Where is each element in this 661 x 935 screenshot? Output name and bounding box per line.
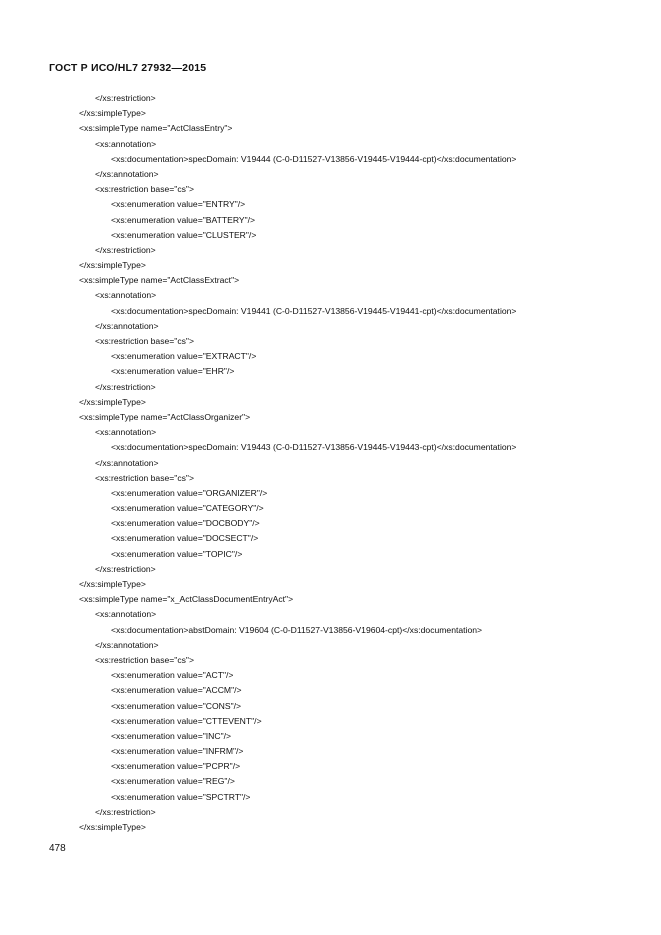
code-line: <xs:enumeration value="ORGANIZER"/> — [111, 487, 268, 498]
code-line: <xs:enumeration value="CTTEVENT"/> — [111, 715, 262, 726]
code-line: </xs:restriction> — [95, 381, 156, 392]
code-line: <xs:simpleType name="ActClassEntry"> — [79, 123, 233, 134]
code-line: <xs:restriction base="cs"> — [95, 336, 195, 346]
code-line: <xs:enumeration value="CONS"/> — [111, 700, 242, 711]
code-line: <xs:enumeration value="SPCTRT"/> — [111, 791, 251, 802]
code-line: <xs:enumeration value="CATEGORY"/> — [111, 503, 264, 514]
code-line: <xs:enumeration value="INFRM"/> — [111, 746, 244, 757]
code-line: <xs:enumeration value="ENTRY"/> — [111, 199, 246, 210]
code-line: <xs:enumeration value="REG"/> — [111, 776, 235, 787]
code-line: </xs:simpleType> — [79, 260, 146, 271]
code-line: </xs:restriction> — [95, 806, 156, 817]
code-line: <xs:enumeration value="INC"/> — [111, 730, 232, 741]
document-header: ГОСТ Р ИСО/HL7 27932—2015 — [49, 62, 207, 74]
code-line: </xs:annotation> — [95, 639, 159, 650]
code-line: <xs:enumeration value="DOCBODY"/> — [111, 518, 260, 529]
code-line: <xs:enumeration value="EXTRACT"/> — [111, 351, 257, 362]
code-line: <xs:simpleType name="ActClassOrganizer"> — [79, 411, 251, 422]
code-line: <xs:restriction base="cs"> — [95, 184, 195, 195]
code-line: <xs:enumeration value="EHR"/> — [111, 366, 235, 377]
code-line: </xs:annotation> — [95, 168, 159, 179]
code-line: </xs:simpleType> — [79, 108, 146, 119]
code-line: </xs:annotation> — [95, 320, 159, 331]
code-line: <xs:annotation> — [95, 138, 157, 149]
code-line: <xs:documentation>specDomain: V19444 (C-0-D11527-V13856-V19445-V19444-cpt)</xs:documentation> — [111, 153, 517, 164]
code-line: </xs:restriction> — [95, 244, 156, 255]
code-line: </xs:simpleType> — [79, 396, 146, 407]
code-line: <xs:annotation> — [95, 427, 157, 438]
code-line: <xs:enumeration value="BATTERY"/> — [111, 214, 256, 225]
code-line: <xs:documentation>specDomain: V19443 (C-0-D11527-V13856-V19445-V19443-cpt)</xs:documentation> — [111, 442, 517, 453]
code-line: <xs:enumeration value="TOPIC"/> — [111, 548, 243, 559]
code-line: </xs:restriction> — [95, 563, 156, 574]
code-line: <xs:enumeration value="ACCM"/> — [111, 685, 242, 696]
code-line: <xs:annotation> — [95, 609, 157, 620]
code-line: <xs:documentation>specDomain: V19441 (C-0-D11527-V13856-V19445-V19441-cpt)</xs:documentation> — [111, 305, 517, 316]
page-number: 478 — [49, 843, 66, 854]
code-line: <xs:restriction base="cs"> — [95, 472, 195, 483]
code-line: </xs:simpleType> — [79, 579, 146, 589]
code-line: </xs:restriction> — [95, 93, 156, 103]
code-line: <xs:simpleType name="ActClassExtract"> — [79, 275, 240, 286]
code-line: <xs:annotation> — [95, 290, 157, 301]
code-line: <xs:enumeration value="PCPR"/> — [111, 761, 241, 772]
code-line: </xs:annotation> — [95, 457, 159, 468]
code-line: <xs:enumeration value="DOCSECT"/> — [111, 533, 259, 544]
code-line: <xs:enumeration value="ACT"/> — [111, 670, 234, 681]
code-line: </xs:simpleType> — [79, 822, 146, 832]
code-line: <xs:simpleType name="x_ActClassDocumentEntryAct"> — [79, 594, 294, 605]
code-line: <xs:enumeration value="CLUSTER"/> — [111, 229, 257, 240]
code-line: <xs:documentation>abstDomain: V19604 (C-0-D11527-V13856-V19604-cpt)</xs:documentation> — [111, 624, 483, 635]
code-line: <xs:restriction base="cs"> — [95, 654, 195, 665]
xml-schema-listing — [0, 91, 661, 835]
